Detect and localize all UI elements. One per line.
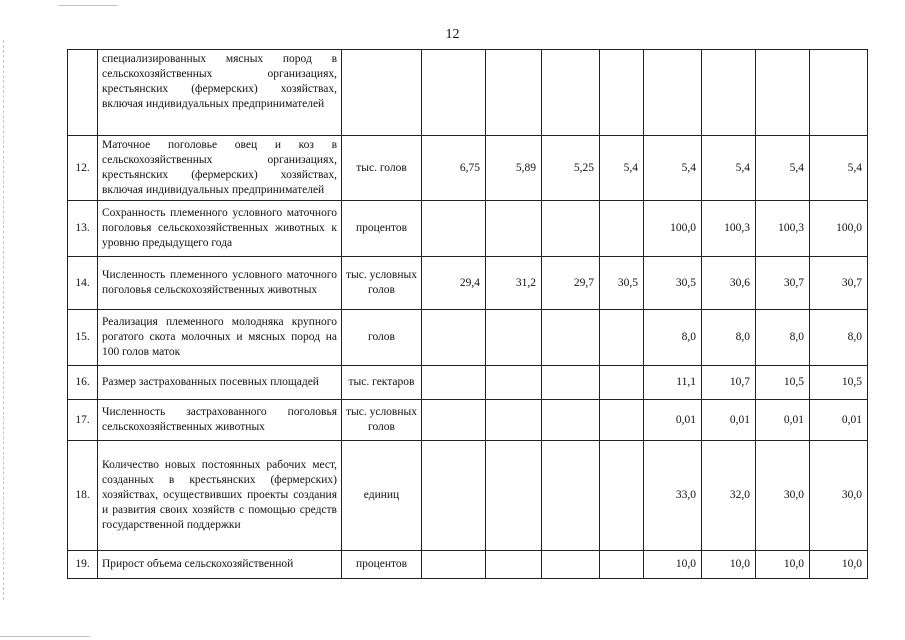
indicator-name: Численность застрахованного поголовья сельскохозяйственных животных <box>98 400 342 441</box>
unit-of-measure: процентов <box>342 201 422 257</box>
value-cell <box>542 310 600 366</box>
value-cell: 10,7 <box>702 366 756 400</box>
unit-of-measure: тыс. условных голов <box>342 400 422 441</box>
value-cell <box>422 201 486 257</box>
value-cell: 5,25 <box>542 136 600 201</box>
row-number: 17. <box>68 400 98 441</box>
value-cell: 30,0 <box>810 441 868 551</box>
value-cell <box>542 50 600 136</box>
table-row <box>68 366 868 400</box>
value-cell <box>486 310 542 366</box>
row-number: 19. <box>68 551 98 579</box>
value-cell <box>644 50 702 136</box>
value-cell <box>422 441 486 551</box>
scan-edge-bottom <box>0 636 90 637</box>
value-cell: 100,3 <box>702 201 756 257</box>
value-cell <box>486 441 542 551</box>
value-cell: 30,0 <box>756 441 810 551</box>
value-cell: 6,75 <box>422 136 486 201</box>
value-cell: 8,0 <box>644 310 702 366</box>
value-cell <box>486 201 542 257</box>
value-cell: 31,2 <box>486 257 542 310</box>
scan-edge-top <box>58 5 118 6</box>
unit-of-measure: тыс. гектаров <box>342 366 422 400</box>
indicator-name: Численность племенного условного маточного поголовья сельскохозяйственных животных <box>98 257 342 310</box>
value-cell <box>486 366 542 400</box>
value-cell: 100,0 <box>644 201 702 257</box>
indicator-name: Прирост объема сельскохозяйственной <box>98 551 342 579</box>
indicator-name: Количество новых постоянных рабочих мест, созданных в крестьянских (фермерских) хозяйствах, осуществивших проекты создания и развития своих хозяйств с помощью средств государственной поддержки <box>98 441 342 551</box>
unit-of-measure: процентов <box>342 551 422 579</box>
row-number: 12. <box>68 136 98 201</box>
table-row <box>68 441 868 551</box>
value-cell: 29,4 <box>422 257 486 310</box>
value-cell <box>486 400 542 441</box>
unit-of-measure: тыс. голов <box>342 136 422 201</box>
value-cell: 33,0 <box>644 441 702 551</box>
value-cell: 5,4 <box>600 136 644 201</box>
value-cell: 5,89 <box>486 136 542 201</box>
value-cell: 0,01 <box>702 400 756 441</box>
value-cell <box>600 50 644 136</box>
value-cell: 0,01 <box>644 400 702 441</box>
indicator-name: Размер застрахованных посевных площадей <box>98 366 342 400</box>
unit-of-measure <box>342 50 422 136</box>
value-cell <box>810 50 868 136</box>
value-cell: 10,5 <box>810 366 868 400</box>
row-number: 14. <box>68 257 98 310</box>
indicator-name: Сохранность племенного условного маточного поголовья сельскохозяйственных животных к уровню предыдущего года <box>98 201 342 257</box>
row-number <box>68 50 98 136</box>
value-cell <box>600 441 644 551</box>
value-cell: 10,0 <box>644 551 702 579</box>
table-row <box>68 201 868 257</box>
table-row <box>68 310 868 366</box>
value-cell <box>702 50 756 136</box>
value-cell: 30,5 <box>600 257 644 310</box>
table-row <box>68 551 868 579</box>
value-cell: 0,01 <box>756 400 810 441</box>
value-cell <box>600 366 644 400</box>
row-number: 16. <box>68 366 98 400</box>
value-cell: 5,4 <box>702 136 756 201</box>
value-cell: 100,3 <box>756 201 810 257</box>
page-number: 12 <box>445 27 460 42</box>
value-cell: 5,4 <box>644 136 702 201</box>
value-cell: 10,0 <box>810 551 868 579</box>
value-cell <box>542 441 600 551</box>
value-cell: 8,0 <box>810 310 868 366</box>
row-number: 13. <box>68 201 98 257</box>
table-row <box>68 400 868 441</box>
value-cell <box>542 201 600 257</box>
value-cell <box>542 551 600 579</box>
value-cell: 30,5 <box>644 257 702 310</box>
scan-edge-left <box>3 40 4 600</box>
table-row <box>68 50 868 136</box>
table-body <box>68 50 868 579</box>
value-cell: 30,6 <box>702 257 756 310</box>
value-cell <box>422 310 486 366</box>
value-cell: 10,5 <box>756 366 810 400</box>
unit-of-measure: голов <box>342 310 422 366</box>
indicator-name: специализированных мясных пород в сельскохозяйственных организациях, крестьянских (фермерских) хозяйствах, включая индивидуальных предпринимателей <box>98 50 342 136</box>
value-cell <box>486 50 542 136</box>
indicator-name: Реализация племенного молодняка крупного рогатого скота молочных и мясных пород на 100 голов маток <box>98 310 342 366</box>
value-cell <box>600 201 644 257</box>
table-row <box>68 257 868 310</box>
row-number: 18. <box>68 441 98 551</box>
value-cell: 30,7 <box>810 257 868 310</box>
value-cell: 10,0 <box>702 551 756 579</box>
value-cell: 11,1 <box>644 366 702 400</box>
value-cell <box>600 310 644 366</box>
value-cell <box>422 551 486 579</box>
value-cell: 5,4 <box>810 136 868 201</box>
value-cell: 29,7 <box>542 257 600 310</box>
value-cell: 8,0 <box>702 310 756 366</box>
value-cell <box>542 366 600 400</box>
value-cell: 100,0 <box>810 201 868 257</box>
value-cell: 30,7 <box>756 257 810 310</box>
value-cell: 32,0 <box>702 441 756 551</box>
value-cell <box>600 551 644 579</box>
value-cell: 0,01 <box>810 400 868 441</box>
value-cell <box>422 366 486 400</box>
value-cell: 5,4 <box>756 136 810 201</box>
table-row <box>68 136 868 201</box>
value-cell <box>422 400 486 441</box>
value-cell <box>542 400 600 441</box>
value-cell <box>756 50 810 136</box>
value-cell <box>600 400 644 441</box>
indicator-name: Маточное поголовье овец и коз в сельскохозяйственных организациях, крестьянских (фермерских) хозяйствах, включая индивидуальных предпринимателей <box>98 136 342 201</box>
value-cell: 8,0 <box>756 310 810 366</box>
row-number: 15. <box>68 310 98 366</box>
value-cell <box>422 50 486 136</box>
unit-of-measure: тыс. условных голов <box>342 257 422 310</box>
value-cell: 10,0 <box>756 551 810 579</box>
value-cell <box>486 551 542 579</box>
indicators-table <box>67 49 868 579</box>
unit-of-measure: единиц <box>342 441 422 551</box>
